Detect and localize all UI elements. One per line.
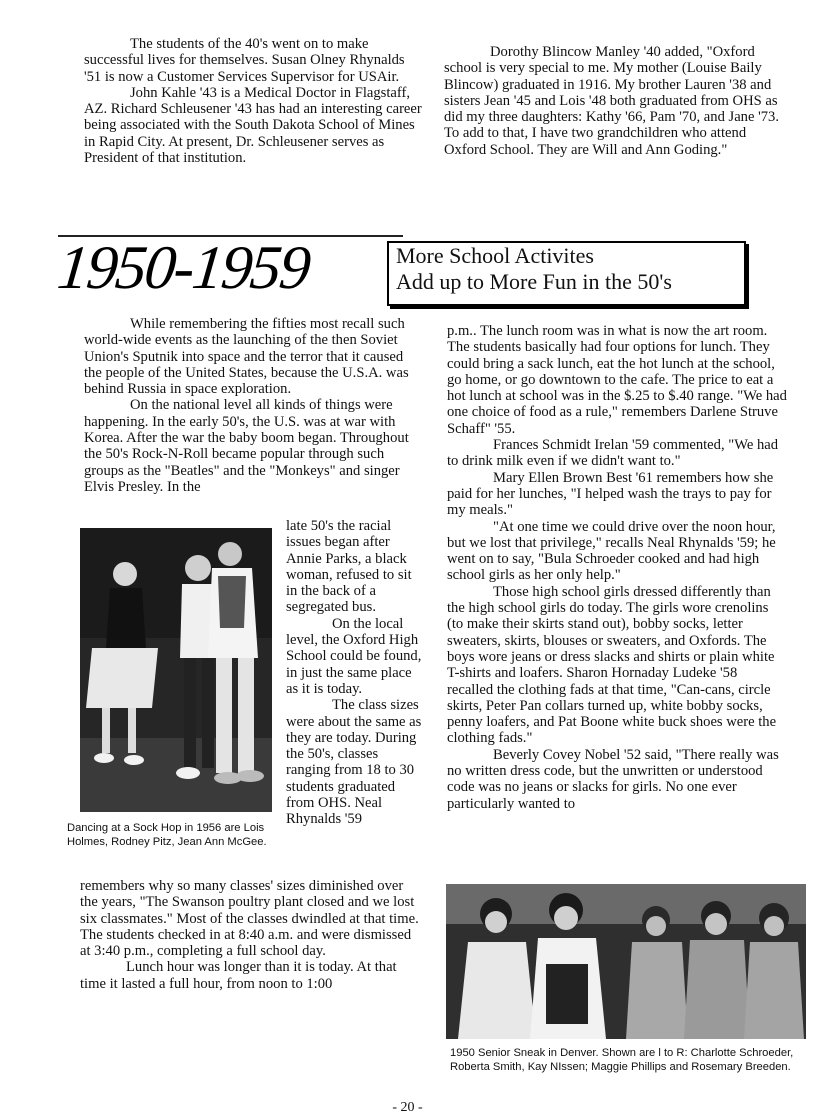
paragraph: Those high school girls dressed differently than the high school girls do today. The girls wore crenolins (to make their skirts stand out), bobby socks, letter sweaters, skirts, blouses or sweaters, and Oxfords. The boys wore jeans or dress slacks and shirts or plain white T-shirts and loafers. Sharon Hornaday Ludeke '58 recalled the clothing fads at that time, "Can-cans, circle skirts, Peter Pan collars turned up, white bobby socks, penny loafers, and Pat Boone white buck shoes were the clothing fads." bbox=[447, 583, 777, 747]
article-title-line-2: Add up to More Fun in the 50's bbox=[396, 269, 672, 294]
page-number: - 20 - bbox=[392, 1100, 423, 1115]
paragraph: John Kahle '43 is a Medical Doctor in Flagstaff, AZ. Richard Schleusener '43 has had an interesting career being associated with the South Dakota School of Mines in Rapid City. At present, Dr. Schleusener serves as President of that institution. bbox=[84, 84, 422, 167]
article-title-box bbox=[387, 241, 746, 306]
paragraph: The class sizes were about the same as they are today. During the 50's, classes ranging from 18 to 30 students graduated from OHS. Neal Rhynalds '59 bbox=[286, 697, 422, 828]
top-left-column bbox=[84, 36, 424, 166]
sock-hop-photo bbox=[80, 528, 272, 812]
paragraph: Mary Ellen Brown Best '61 remembers how she paid for her lunches, "I helped wash the trays to pay for my meals." bbox=[447, 469, 774, 519]
decade-heading: 1950-1959 bbox=[54, 234, 313, 302]
left-column-side-text bbox=[286, 518, 424, 828]
senior-sneak-caption: 1950 Senior Sneak in Denver. Shown are l to R: Charlotte Schroeder, Roberta Smith, Kay NIssen; Maggie Phillips and Rosemary Breeden. bbox=[450, 1047, 794, 1073]
senior-sneak-image bbox=[446, 884, 806, 1039]
left-column-bottom bbox=[80, 878, 424, 992]
paragraph: Lunch hour was longer than it is today. At that time it lasted a full hour, from noon to 1:00 bbox=[80, 959, 397, 992]
paragraph: On the local level, the Oxford High School could be found, in just the same place as it is today. bbox=[286, 615, 422, 697]
left-column-intro bbox=[84, 316, 424, 495]
paragraph: remembers why so many classes' sizes diminished over the years, "The Swanson poultry plant closed and we lost six classmates." Most of the classes dwindled at that time. The students checked in at 8:40 a.m. and were dismissed at 3:40 p.m., completing a full school day. bbox=[80, 878, 419, 960]
right-column-text bbox=[447, 323, 787, 812]
paragraph: late 50's the racial issues began after Annie Parks, a black woman, refused to sit in the back of a segregated bus. bbox=[286, 518, 412, 616]
paragraph: On the national level all kinds of things were happening. In the early 50's, the U.S. was at war with Korea. After the war the baby boom began. Throughout the 50's Rock-N-Roll became popular through such groups as the "Beatles" and the "Monkeys" and singer Elvis Presley. In the bbox=[84, 397, 409, 495]
senior-sneak-photo bbox=[446, 884, 806, 1039]
paragraph: "At one time we could drive over the noon hour, but we lost that privilege," recalls Neal Rhynalds '59; he went on to say, "Bula Schroeder cooked and had high school girls as her only help." bbox=[447, 518, 776, 584]
dancers-image bbox=[80, 528, 272, 812]
paragraph: p.m.. The lunch room was in what is now the art room. The students basically had four options for lunch. They could bring a sack lunch, eat the hot lunch at the school, go home, or go downtown to the cafe. The price to eat a hot lunch at school was in the $.25 to $.40 range. "We had one choice of food as a rule," remembers Darlene Struve Schaff" '55. bbox=[447, 323, 787, 437]
paragraph: The students of the 40's went on to make successful lives for themselves. Susan Olney Rhynalds '51 is now a Customer Services Supervisor for USAir. bbox=[84, 36, 405, 85]
paragraph: Dorothy Blincow Manley '40 added, "Oxford school is very special to me. My mother (Louise Baily Blincow) graduated in 1916. My brother Lauren '38 and sisters Jean '45 and Lois '48 both graduated from OHS as did my three daughters: Kathy '66, Pam '70, and Jane '73. To add to that, I have two grandchildren who attend Oxford School. They are Will and Ann Goding." bbox=[444, 44, 779, 158]
paragraph: While remembering the fifties most recall such world-wide events as the launching of the then Soviet Union's Sputnik into space and the terror that it caused the people of the United States, because the U.S.A. was behind Russia in space exploration. bbox=[84, 316, 409, 398]
paragraph: Frances Schmidt Irelan '59 commented, "We had to drink milk even if we didn't want to." bbox=[447, 437, 779, 470]
top-right-column bbox=[444, 44, 789, 158]
sock-hop-caption: Dancing at a Sock Hop in 1956 are Lois Holmes, Rodney Pitz, Jean Ann McGee. bbox=[67, 822, 267, 848]
paragraph: Beverly Covey Nobel '52 said, "There really was no written dress code, but the unwritten or understood code was no jeans or slacks for girls. No one ever particularly wanted to bbox=[447, 746, 779, 812]
article-title-line-1: More School Activites bbox=[396, 243, 594, 268]
